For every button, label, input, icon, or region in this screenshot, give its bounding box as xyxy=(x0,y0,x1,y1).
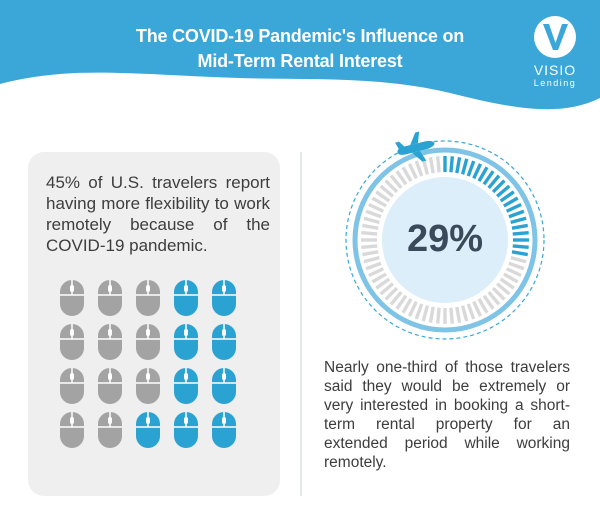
gauge-tick xyxy=(410,302,417,317)
gauge-tick xyxy=(366,263,381,268)
computer-mouse-icon xyxy=(98,324,122,360)
gauge-tick xyxy=(410,164,417,179)
computer-mouse-icon xyxy=(136,412,160,448)
gauge-tick xyxy=(507,205,522,212)
gauge-tick xyxy=(457,157,460,173)
right-stat-text: Nearly one-third of those travelers said they would be extremely or very interested in booking a short-term rental property for an extended period while working remotely. xyxy=(324,359,570,471)
computer-mouse-icon xyxy=(212,280,236,316)
computer-mouse-icon xyxy=(136,280,160,316)
computer-mouse-icon xyxy=(98,368,122,404)
gauge-tick xyxy=(430,307,433,323)
logo-mark-icon xyxy=(522,14,588,62)
computer-mouse-icon xyxy=(136,324,160,360)
section-divider xyxy=(300,152,302,496)
computer-mouse-icon xyxy=(174,280,198,316)
gauge-tick xyxy=(423,306,427,321)
computer-mouse-icon xyxy=(60,412,84,448)
computer-mouse-icon xyxy=(212,324,236,360)
gauge-tick xyxy=(438,156,439,172)
mouse-icon-grid xyxy=(60,280,260,460)
gauge-tick xyxy=(438,308,439,324)
gauge-tick xyxy=(468,161,473,176)
left-stat-text: 45% of U.S. travelers report having more flexibility to work remotely because of the COVID-19 pandemic. xyxy=(46,173,270,255)
computer-mouse-icon xyxy=(60,280,84,316)
gauge-tick xyxy=(509,211,524,216)
computer-mouse-icon xyxy=(60,324,84,360)
page-title-line-1: The COVID-19 Pandemic's Influence on xyxy=(135,26,465,46)
computer-mouse-icon xyxy=(174,412,198,448)
gauge-tick xyxy=(507,269,522,276)
computer-mouse-icon xyxy=(174,368,198,404)
gauge-tick xyxy=(369,269,384,276)
gauge-tick xyxy=(474,302,481,317)
computer-mouse-icon xyxy=(60,368,84,404)
gauge-tick xyxy=(513,233,529,234)
gauge-tick xyxy=(451,308,452,324)
computer-mouse-icon xyxy=(136,368,160,404)
gauge-tick xyxy=(369,205,384,212)
gauge-tick xyxy=(457,307,460,323)
gauge-tick xyxy=(468,304,473,319)
computer-mouse-icon xyxy=(212,412,236,448)
gauge-tick xyxy=(463,159,467,174)
page-title-line-2: Mid-Term Rental Interest xyxy=(197,51,403,71)
logo-subtext: Lending xyxy=(533,78,577,88)
gauge-tick xyxy=(513,246,529,247)
gauge-tick xyxy=(463,306,467,321)
gauge-tick xyxy=(416,161,421,176)
computer-mouse-icon xyxy=(98,412,122,448)
percent-label: 29% xyxy=(406,218,484,260)
gauge-tick xyxy=(430,157,433,173)
logo-text: VISIO xyxy=(533,62,577,78)
computer-mouse-icon xyxy=(174,324,198,360)
gauge-tick xyxy=(474,164,481,179)
visio-lending-logo xyxy=(522,14,588,98)
computer-mouse-icon xyxy=(98,280,122,316)
gauge-tick xyxy=(416,304,421,319)
gauge-tick xyxy=(451,156,452,172)
computer-mouse-icon xyxy=(212,368,236,404)
gauge-tick xyxy=(366,211,381,216)
gauge-tick xyxy=(509,263,524,268)
